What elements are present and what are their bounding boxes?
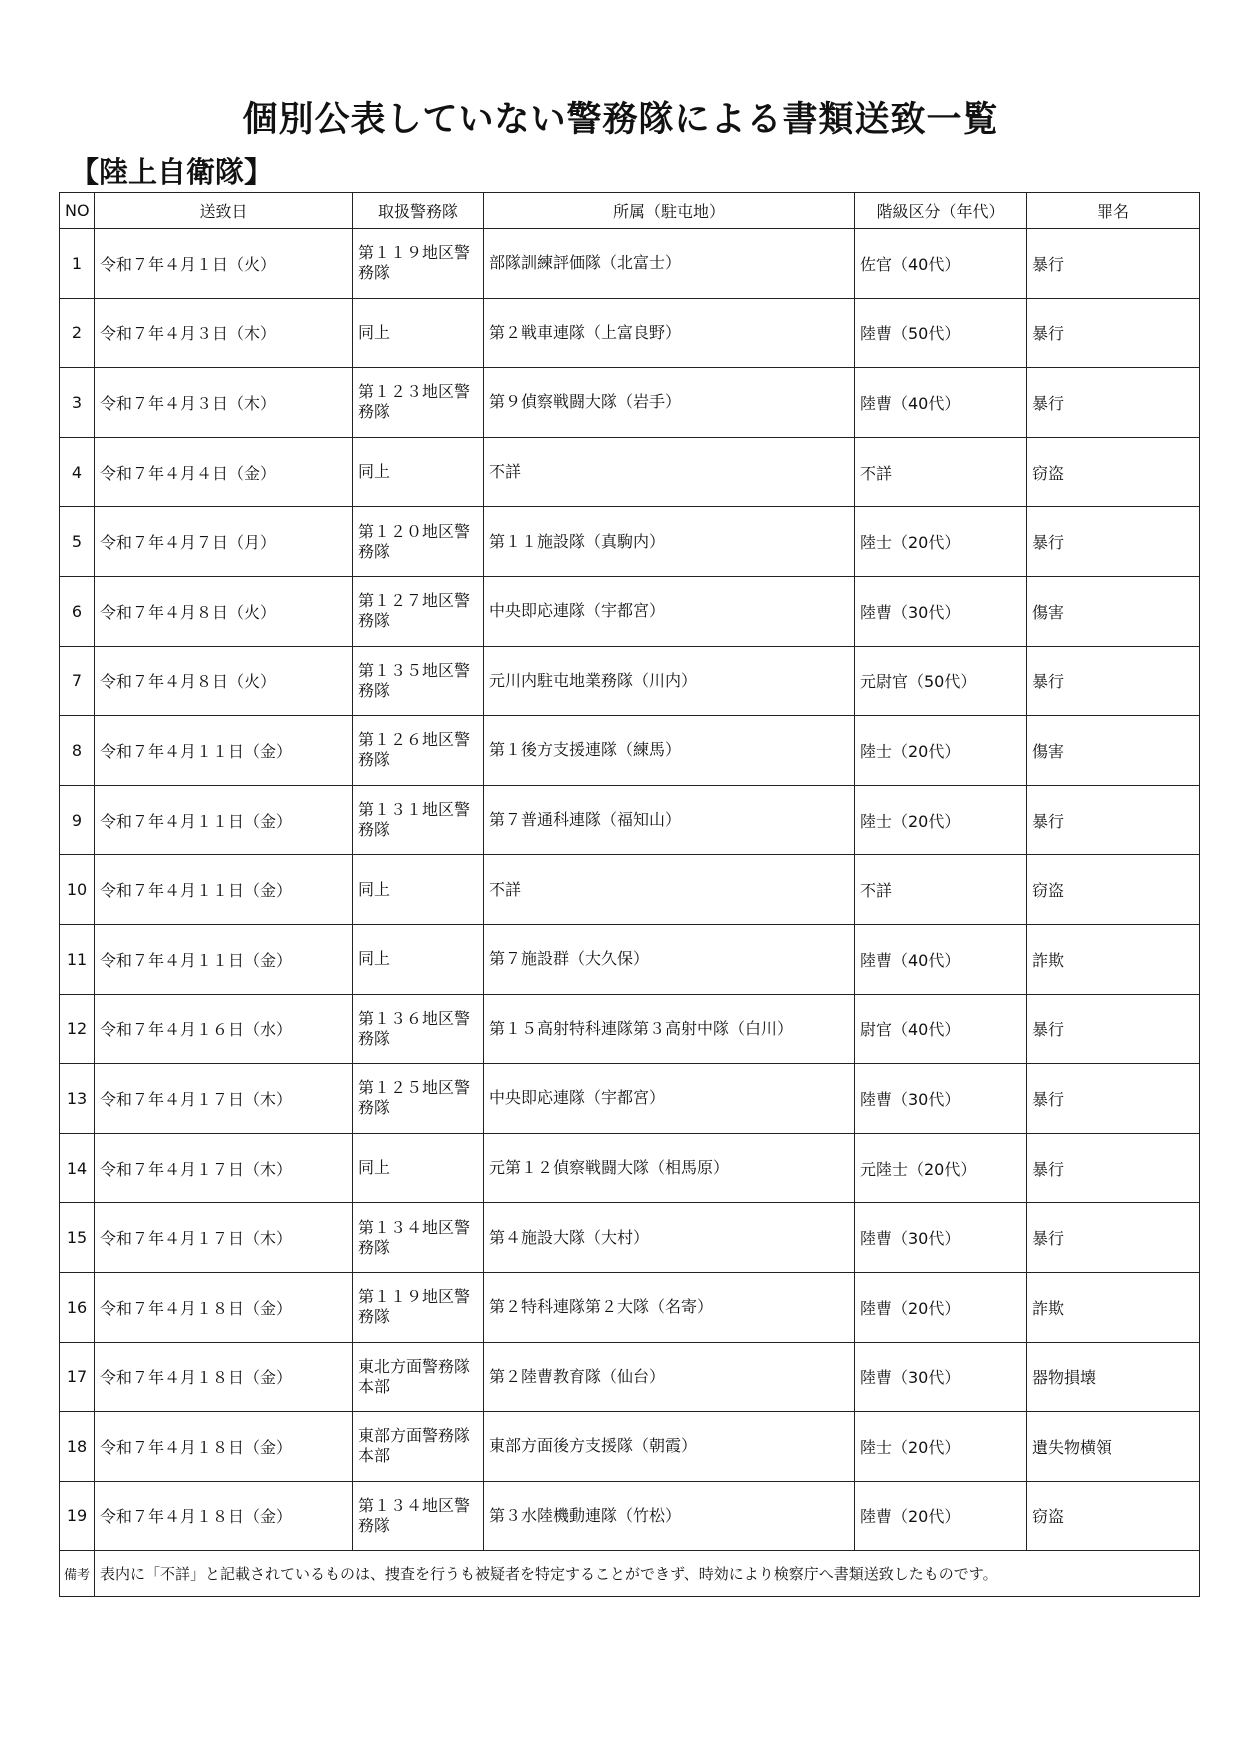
cell-crime: 暴行	[1027, 1133, 1200, 1203]
cell-date: 令和７年４月１８日（金）	[95, 1481, 353, 1551]
cell-rank: 陸曹（50代）	[855, 298, 1027, 368]
cell-crime: 暴行	[1027, 229, 1200, 299]
header-no: NO	[60, 193, 95, 229]
table-row	[60, 1342, 1200, 1412]
cell-unit: 同上	[353, 855, 484, 925]
cell-rank: 元陸士（20代）	[855, 1133, 1027, 1203]
cell-rank: 元尉官（50代）	[855, 646, 1027, 716]
cell-affiliation: 不詳	[484, 437, 855, 507]
cell-rank: 陸士（20代）	[855, 1412, 1027, 1482]
cell-unit: 第１２０地区警務隊	[353, 507, 484, 577]
cell-date: 令和７年４月１８日（金）	[95, 1412, 353, 1482]
cell-date: 令和７年４月７日（月）	[95, 507, 353, 577]
cell-no: 17	[60, 1342, 95, 1412]
header-unit: 取扱警務隊	[353, 193, 484, 229]
table-row	[60, 994, 1200, 1064]
cell-no: 10	[60, 855, 95, 925]
cell-no: 9	[60, 785, 95, 855]
cell-unit: 同上	[353, 298, 484, 368]
table-row	[60, 507, 1200, 577]
cell-crime: 暴行	[1027, 994, 1200, 1064]
table-row	[60, 1481, 1200, 1551]
table-row	[60, 229, 1200, 299]
cell-date: 令和７年４月１７日（木）	[95, 1133, 353, 1203]
cell-no: 6	[60, 576, 95, 646]
cell-unit: 同上	[353, 1133, 484, 1203]
cell-no: 11	[60, 924, 95, 994]
cell-date: 令和７年４月１７日（木）	[95, 1203, 353, 1273]
cell-date: 令和７年４月１８日（金）	[95, 1272, 353, 1342]
cell-unit: 同上	[353, 924, 484, 994]
cell-unit: 同上	[353, 437, 484, 507]
cell-affiliation: 第１後方支援連隊（練馬）	[484, 716, 855, 786]
cell-rank: 陸曹（20代）	[855, 1481, 1027, 1551]
cell-crime: 傷害	[1027, 716, 1200, 786]
cell-no: 4	[60, 437, 95, 507]
cell-affiliation: 部隊訓練評価隊（北富士）	[484, 229, 855, 299]
table-row	[60, 1064, 1200, 1134]
cell-no: 5	[60, 507, 95, 577]
cell-rank: 佐官（40代）	[855, 229, 1027, 299]
cell-no: 12	[60, 994, 95, 1064]
table-row	[60, 437, 1200, 507]
table-row	[60, 1412, 1200, 1482]
table-row	[60, 924, 1200, 994]
cell-unit: 東部方面警務隊本部	[353, 1412, 484, 1482]
cell-rank: 陸曹（30代）	[855, 576, 1027, 646]
cell-unit: 第１２３地区警務隊	[353, 368, 484, 438]
cell-date: 令和７年４月１１日（金）	[95, 855, 353, 925]
cell-crime: 窃盗	[1027, 437, 1200, 507]
cell-affiliation: 中央即応連隊（宇都宮）	[484, 576, 855, 646]
cell-date: 令和７年４月１８日（金）	[95, 1342, 353, 1412]
page-title: 個別公表していない警務隊による書類送致一覧	[242, 100, 999, 140]
cell-date: 令和７年４月３日（木）	[95, 368, 353, 438]
cell-no: 14	[60, 1133, 95, 1203]
cell-affiliation: 第１５高射特科連隊第３高射中隊（白川）	[484, 994, 855, 1064]
cell-affiliation: 第２陸曹教育隊（仙台）	[484, 1342, 855, 1412]
cell-no: 7	[60, 646, 95, 716]
section-heading: 【陸上自衛隊】	[70, 155, 274, 189]
cell-affiliation: 不詳	[484, 855, 855, 925]
table-row	[60, 1272, 1200, 1342]
cell-affiliation: 第１１施設隊（真駒内）	[484, 507, 855, 577]
cell-unit: 第１３４地区警務隊	[353, 1203, 484, 1273]
cell-affiliation: 元第１２偵察戦闘大隊（相馬原）	[484, 1133, 855, 1203]
cell-affiliation: 東部方面後方支援隊（朝霞）	[484, 1412, 855, 1482]
cell-no: 3	[60, 368, 95, 438]
cell-date: 令和７年４月８日（火）	[95, 576, 353, 646]
cell-rank: 尉官（40代）	[855, 994, 1027, 1064]
cell-crime: 暴行	[1027, 368, 1200, 438]
cell-date: 令和７年４月１１日（金）	[95, 924, 353, 994]
note-row	[60, 1551, 1200, 1597]
header-rank: 階級区分（年代）	[855, 193, 1027, 229]
cell-no: 1	[60, 229, 95, 299]
cell-affiliation: 第２戦車連隊（上富良野）	[484, 298, 855, 368]
table-row	[60, 1133, 1200, 1203]
cell-date: 令和７年４月１１日（金）	[95, 785, 353, 855]
cell-rank: 不詳	[855, 855, 1027, 925]
cell-date: 令和７年４月１日（火）	[95, 229, 353, 299]
cell-crime: 暴行	[1027, 785, 1200, 855]
table-row	[60, 785, 1200, 855]
cell-crime: 暴行	[1027, 298, 1200, 368]
cell-unit: 第１２６地区警務隊	[353, 716, 484, 786]
table-body	[60, 229, 1200, 1551]
cell-affiliation: 第３水陸機動連隊（竹松）	[484, 1481, 855, 1551]
cell-no: 19	[60, 1481, 95, 1551]
cell-rank: 不詳	[855, 437, 1027, 507]
table-row	[60, 855, 1200, 925]
header-affiliation: 所属（駐屯地）	[484, 193, 855, 229]
cell-crime: 詐欺	[1027, 924, 1200, 994]
cell-unit: 第１１９地区警務隊	[353, 1272, 484, 1342]
cell-date: 令和７年４月８日（火）	[95, 646, 353, 716]
note-label: 備考	[60, 1551, 95, 1597]
note-text: 表内に「不詳」と記載されているものは、捜査を行うも被疑者を特定することができず、時効により検察庁へ書類送致したものです。	[95, 1551, 1200, 1597]
cell-unit: 東北方面警務隊本部	[353, 1342, 484, 1412]
cell-affiliation: 元川内駐屯地業務隊（川内）	[484, 646, 855, 716]
cell-rank: 陸士（20代）	[855, 507, 1027, 577]
cell-affiliation: 第４施設大隊（大村）	[484, 1203, 855, 1273]
table-row	[60, 298, 1200, 368]
cell-unit: 第１３５地区警務隊	[353, 646, 484, 716]
cell-crime: 傷害	[1027, 576, 1200, 646]
cell-rank: 陸曹（20代）	[855, 1272, 1027, 1342]
table-row	[60, 646, 1200, 716]
cell-affiliation: 第９偵察戦闘大隊（岩手）	[484, 368, 855, 438]
cell-no: 8	[60, 716, 95, 786]
cell-affiliation: 第２特科連隊第２大隊（名寄）	[484, 1272, 855, 1342]
cell-crime: 窃盗	[1027, 855, 1200, 925]
cell-no: 2	[60, 298, 95, 368]
cell-rank: 陸曹（30代）	[855, 1064, 1027, 1134]
cell-unit: 第１３６地区警務隊	[353, 994, 484, 1064]
cell-unit: 第１２７地区警務隊	[353, 576, 484, 646]
cell-rank: 陸曹（40代）	[855, 368, 1027, 438]
cell-rank: 陸曹（40代）	[855, 924, 1027, 994]
cell-no: 15	[60, 1203, 95, 1273]
cell-unit: 第１３４地区警務隊	[353, 1481, 484, 1551]
cell-crime: 窃盗	[1027, 1481, 1200, 1551]
cell-date: 令和７年４月３日（木）	[95, 298, 353, 368]
cell-crime: 暴行	[1027, 646, 1200, 716]
cell-crime: 暴行	[1027, 1203, 1200, 1273]
cell-unit: 第１２５地区警務隊	[353, 1064, 484, 1134]
cell-crime: 器物損壊	[1027, 1342, 1200, 1412]
cell-rank: 陸士（20代）	[855, 716, 1027, 786]
cell-no: 13	[60, 1064, 95, 1134]
cell-crime: 暴行	[1027, 1064, 1200, 1134]
cell-crime: 暴行	[1027, 507, 1200, 577]
cell-affiliation: 中央即応連隊（宇都宮）	[484, 1064, 855, 1134]
table-row	[60, 716, 1200, 786]
cell-crime: 遺失物横領	[1027, 1412, 1200, 1482]
cell-date: 令和７年４月１６日（水）	[95, 994, 353, 1064]
cell-no: 18	[60, 1412, 95, 1482]
cell-date: 令和７年４月１１日（金）	[95, 716, 353, 786]
cell-unit: 第１３１地区警務隊	[353, 785, 484, 855]
cell-unit: 第１１９地区警務隊	[353, 229, 484, 299]
cell-date: 令和７年４月１７日（木）	[95, 1064, 353, 1134]
header-date: 送致日	[95, 193, 353, 229]
cell-crime: 詐欺	[1027, 1272, 1200, 1342]
cell-rank: 陸曹（30代）	[855, 1342, 1027, 1412]
cell-affiliation: 第７施設群（大久保）	[484, 924, 855, 994]
table-header-row	[60, 193, 1200, 229]
cell-date: 令和７年４月４日（金）	[95, 437, 353, 507]
cell-no: 16	[60, 1272, 95, 1342]
cell-rank: 陸曹（30代）	[855, 1203, 1027, 1273]
cell-affiliation: 第７普通科連隊（福知山）	[484, 785, 855, 855]
referral-table	[59, 192, 1200, 1597]
table-row	[60, 1203, 1200, 1273]
table-row	[60, 368, 1200, 438]
table-row	[60, 576, 1200, 646]
cell-rank: 陸士（20代）	[855, 785, 1027, 855]
header-crime: 罪名	[1027, 193, 1200, 229]
